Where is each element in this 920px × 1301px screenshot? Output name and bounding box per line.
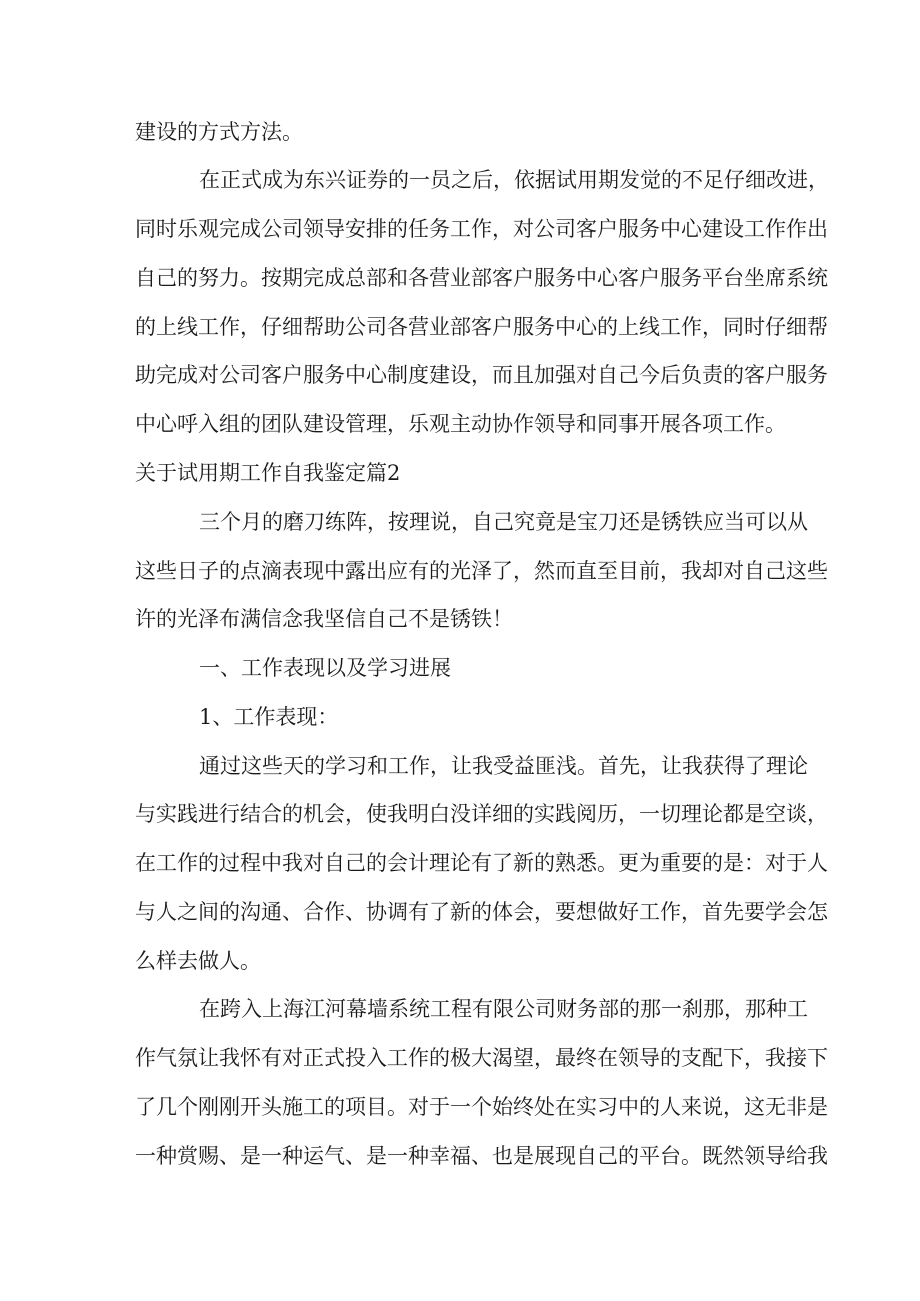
- paragraph-text: 中心呼入组的团队建设管理，乐观主动协作领导和同事开展各项工作。: [135, 412, 786, 436]
- paragraph-text: 同时乐观完成公司领导安排的任务工作，对公司客户服务中心建设工作作出: [135, 217, 828, 241]
- paragraph-text: 许的光泽布满信念我坚信自己不是锈铁！: [135, 607, 513, 631]
- paragraph-text: 三个月的磨刀练阵，按理说，自己究竟是宝刀还是锈铁应当可以从: [199, 510, 808, 534]
- heading-text: 关于试用期工作自我鉴定篇2: [135, 461, 401, 485]
- paragraph-text: 这些日子的点滴表现中露出应有的光泽了，然而直至目前，我却对自己这些: [135, 559, 828, 583]
- paragraph-text: 建设的方式方法。: [135, 120, 303, 144]
- paragraph-text: 在跨入上海江河幕墙系统工程有限公司财务部的那一刹那，那种工: [199, 997, 808, 1021]
- paragraph-text: 在工作的过程中我对自己的会计理论有了新的熟悉。更为重要的是：对于人: [135, 851, 828, 875]
- paragraph-text: 么样去做人。: [135, 949, 261, 973]
- paragraph-text: 一种赏赐、是一种运气、是一种幸福、也是展现自己的平台。既然领导给我: [135, 1144, 828, 1168]
- paragraph-text: 的上线工作，仔细帮助公司各营业部客户服务中心的上线工作，同时仔细帮: [135, 315, 828, 339]
- paragraph-text: 作气氛让我怀有对正式投入工作的极大渴望，最终在领导的支配下，我接下: [135, 1046, 828, 1070]
- paragraph-text: 了几个刚刚开头施工的项目。对于一个始终处在实习中的人来说，这无非是: [135, 1095, 828, 1119]
- paragraph-text: 通过这些天的学习和工作，让我受益匪浅。首先，让我获得了理论: [199, 754, 808, 778]
- heading-text: 1、工作表现：: [199, 705, 339, 729]
- paragraph-text: 与人之间的沟通、合作、协调有了新的体会，要想做好工作，首先要学会怎: [135, 900, 828, 924]
- paragraph-text: 在正式成为东兴证券的一员之后，依据试用期发觉的不足仔细改进，: [199, 168, 829, 192]
- heading-text: 一、工作表现以及学习进展: [199, 656, 451, 680]
- paragraph-text: 与实践进行结合的机会，使我明白没详细的实践阅历，一切理论都是空谈，: [135, 802, 828, 826]
- paragraph-text: 自己的努力。按期完成总部和各营业部客户服务中心客户服务平台坐席系统: [135, 266, 828, 290]
- paragraph-text: 助完成对公司客户服务中心制度建设，而且加强对自己今后负责的客户服务: [135, 363, 828, 387]
